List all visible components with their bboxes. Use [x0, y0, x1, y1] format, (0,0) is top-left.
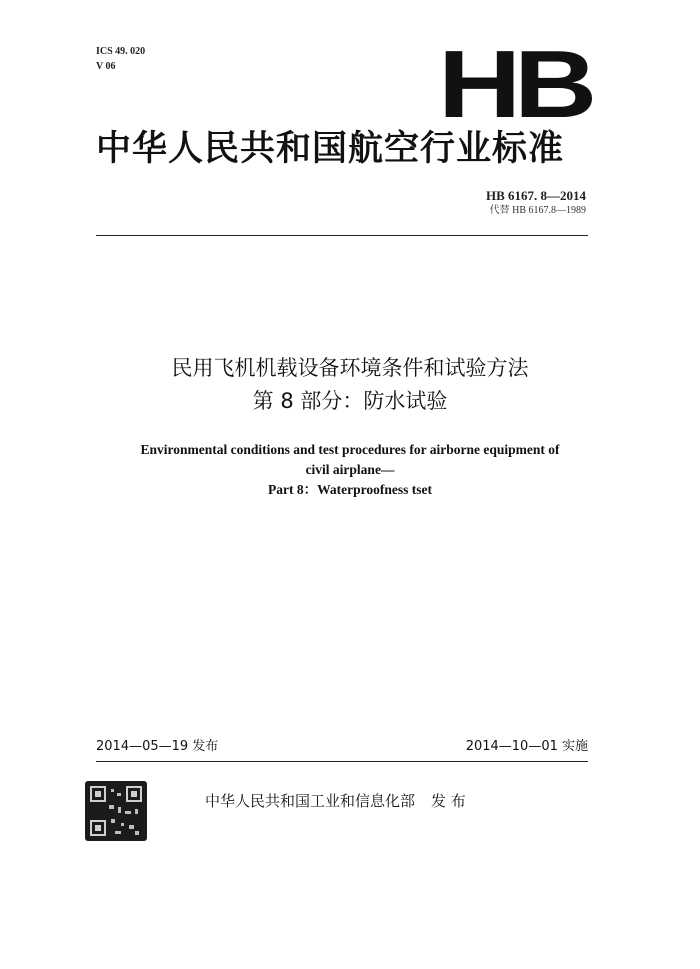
implementation-date: 2014—10—01 实施: [465, 739, 588, 754]
ccs-code: V 06: [96, 61, 116, 72]
title-en-line2: civil airplane—: [305, 462, 395, 477]
issuer-name: 中华人民共和国工业和信息化部: [205, 792, 416, 810]
standard-number: HB 6167. 8—2014: [485, 188, 586, 203]
ics-code: ICS 49. 020: [96, 46, 146, 57]
replaces-standard: 代替 HB 6167.8—1989: [489, 205, 586, 216]
title-cn-line2: 第 8 部分：防水试验: [252, 389, 448, 413]
standard-category-title: 中华人民共和国航空行业标准: [96, 129, 565, 169]
issuing-authority: [205, 790, 466, 812]
top-divider: [96, 235, 588, 236]
bottom-divider: [96, 761, 588, 762]
issuer-verb: 发 布: [431, 792, 466, 810]
title-cn-line1: 民用飞机机载设备环境条件和试验方法: [171, 356, 529, 380]
title-en-line1: Environmental conditions and test procedures for airborne equipment of: [140, 442, 560, 457]
title-en-line3: Part 8：Waterproofness tset: [268, 482, 432, 497]
qr-code-icon: [85, 781, 147, 841]
classification-codes: [96, 44, 145, 74]
publication-date: 2014—05—19 发布: [96, 739, 219, 754]
hb-logo: HB: [438, 31, 590, 138]
